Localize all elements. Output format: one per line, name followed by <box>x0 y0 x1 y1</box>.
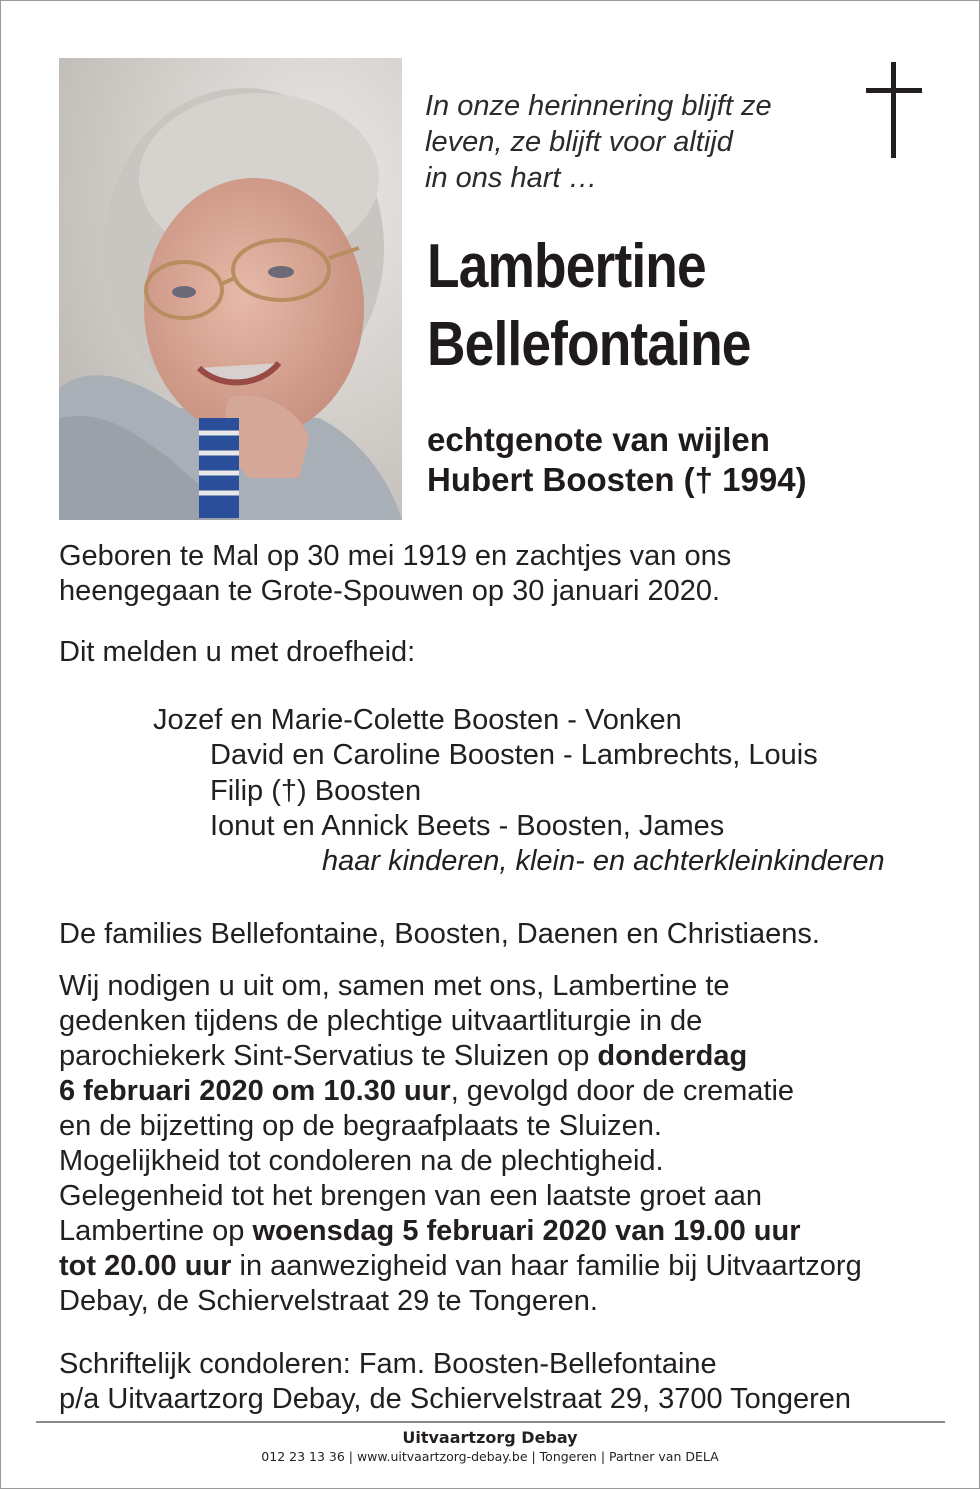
condolence-text <box>59 1347 851 1417</box>
cross-icon <box>866 62 922 158</box>
memorial-quote <box>425 88 772 196</box>
invitation-bold-segment: 6 februari 2020 om 10.30 uur <box>59 1075 451 1107</box>
portrait-photo <box>59 58 402 520</box>
invitation-line: Mogelijkheid tot condoleren na de plechtigheid. <box>59 1145 664 1177</box>
birth-death-text <box>59 539 731 609</box>
condolence-line: p/a Uitvaartzorg Debay, de Schiervelstraat 29, 3700 Tongeren <box>59 1383 852 1415</box>
family-line: Jozef en Marie-Colette Boosten - Vonken <box>153 704 682 736</box>
invitation-line <box>59 1249 862 1284</box>
invitation-segment: Lambertine op <box>59 1215 253 1247</box>
footer-company: Uitvaartzorg Debay <box>402 1428 578 1447</box>
family-line: David en Caroline Boosten - Lambrechts, Louis <box>210 739 818 771</box>
quote-line: In onze herinnering blijft ze <box>425 90 772 122</box>
families-text <box>59 917 820 952</box>
last-name: Bellefontaine <box>427 310 751 379</box>
invitation-bold-segment: woensdag 5 februari 2020 van 19.00 uur <box>252 1215 801 1247</box>
announcement-text: Dit melden u met droefheid: <box>59 636 416 668</box>
families-line: De families Bellefontaine, Boosten, Daenen en Christiaens. <box>59 918 820 950</box>
first-name: Lambertine <box>427 232 706 301</box>
invitation-line: Wij nodigen u uit om, samen met ons, Lambertine te <box>59 970 730 1002</box>
birth-line: Geboren te Mal op 30 mei 1919 en zachtjes van ons <box>59 540 732 572</box>
invitation-line: gedenken tijdens de plechtige uitvaartliturgie in de <box>59 1005 703 1037</box>
family-line: Filip (†) Boosten <box>210 775 422 807</box>
family-relation: haar kinderen, klein- en achterkleinkinderen <box>322 845 885 877</box>
invitation-segment: , gevolgd door de crematie <box>450 1075 795 1107</box>
invitation-line <box>59 1074 862 1109</box>
spouse-line: echtgenote van wijlen <box>427 421 770 458</box>
family-line: Ionut en Annick Beets - Boosten, James <box>210 810 725 842</box>
spouse-line: Hubert Boosten († 1994) <box>427 461 807 498</box>
invitation-segment: parochiekerk Sint-Servatius te Sluizen op <box>59 1040 598 1072</box>
quote-line: in ons hart … <box>425 162 598 194</box>
invitation-text <box>59 969 862 1319</box>
quote-line: leven, ze blijft voor altijd <box>425 126 733 158</box>
spouse-info <box>427 420 807 500</box>
invitation-line <box>59 1214 862 1249</box>
invitation-line: Gelegenheid tot het brengen van een laatste groet aan <box>59 1180 762 1212</box>
invitation-bold-segment: donderdag <box>597 1040 748 1072</box>
invitation-line: en de bijzetting op de begraafplaats te Sluizen. <box>59 1110 662 1142</box>
announcement <box>59 635 415 670</box>
footer-details: 012 23 13 36 | www.uitvaartzorg-debay.be | Tongeren | Partner van DELA <box>261 1449 719 1464</box>
invitation-bold-segment: tot 20.00 uur <box>59 1250 232 1282</box>
invitation-segment: in aanwezigheid van haar familie bij Uitvaartzorg <box>231 1250 862 1282</box>
footer-divider <box>36 1421 945 1423</box>
deceased-name <box>427 228 751 384</box>
invitation-line: Debay, de Schiervelstraat 29 te Tongeren. <box>59 1285 598 1317</box>
death-line: heengegaan te Grote-Spouwen op 30 januari 2020. <box>59 575 721 607</box>
condolence-line: Schriftelijk condoleren: Fam. Boosten-Bellefontaine <box>59 1348 717 1380</box>
invitation-line <box>59 1039 862 1074</box>
